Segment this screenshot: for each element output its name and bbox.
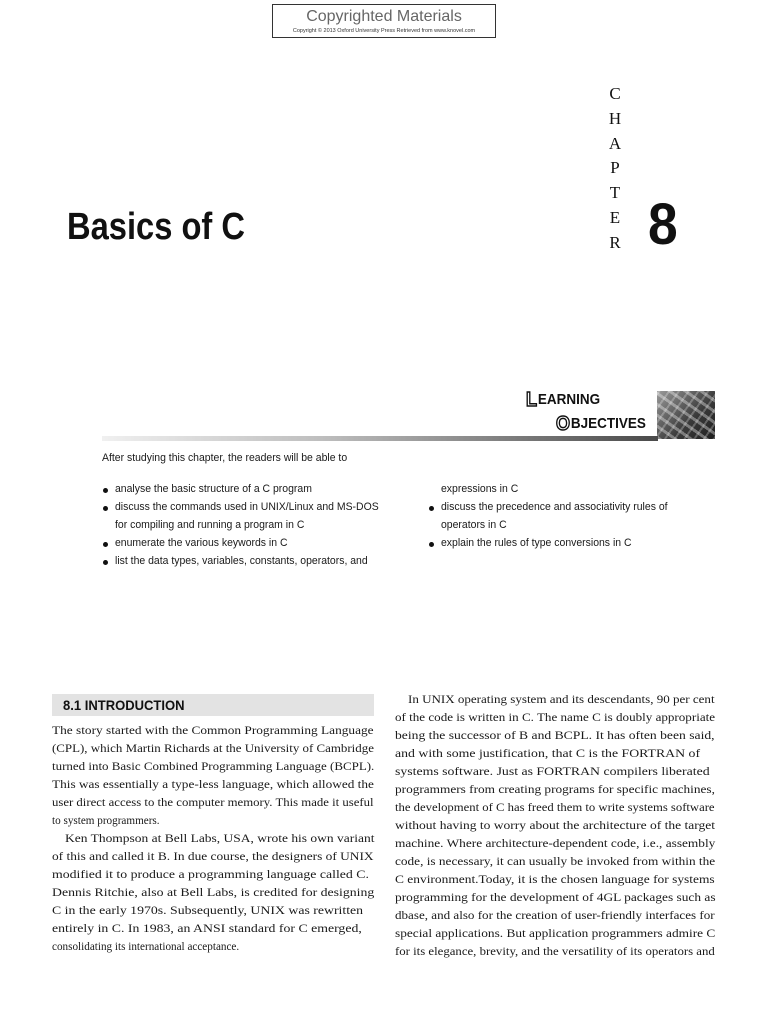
body-text-line: entirely in C. In 1983, an ANSI standard for C emerged, xyxy=(52,921,362,935)
objective-item: analyse the basic structure of a C program xyxy=(115,483,312,495)
chapter-letter: H xyxy=(608,108,622,128)
body-text-line: code, is necessary, it can usually be invoked from within the xyxy=(395,854,716,868)
objectives-heading xyxy=(556,414,646,434)
body-text-line: dbase, and also for the creation of user-friendly interfaces for xyxy=(395,908,715,922)
chapter-letter: E xyxy=(609,207,621,227)
body-text-line: of the code is written in C. The name C is doubly appropriate xyxy=(395,710,716,724)
learning-heading xyxy=(526,390,600,410)
body-text-line: of this and called it B. In due course, the designers of UNIX xyxy=(52,849,374,863)
body-text-line: C in the early 1970s. Subsequently, UNIX was rewritten xyxy=(52,903,364,917)
body-text-line: Ken Thompson at Bell Labs, USA, wrote his own variant xyxy=(65,831,375,845)
body-text-line: systems software. Just as FORTRAN compilers liberated xyxy=(395,764,710,778)
body-text-line: modified it to produce a programming language called C. xyxy=(52,867,369,881)
body-text-line: special applications. But application programmers admire C xyxy=(395,926,716,940)
body-text-line: being the successor of B and BCPL. It has often been said, xyxy=(395,728,715,742)
objective-item: expressions in C xyxy=(441,483,519,495)
body-text-line: (CPL), which Martin Richards at the University of Cambridge xyxy=(52,741,374,755)
body-text-line: without having to worry about the architecture of the target xyxy=(395,818,716,832)
objective-item: list the data types, variables, constants, operators, and xyxy=(115,555,368,567)
objectives-intro: After studying this chapter, the readers will be able to xyxy=(102,452,348,464)
section-heading: 8.1 INTRODUCTION xyxy=(63,697,185,713)
body-text-line: The story started with the Common Programming Language xyxy=(52,723,374,737)
chapter-letter: R xyxy=(609,232,621,252)
chapter-letter: C xyxy=(609,84,621,103)
chapter-label-vertical xyxy=(602,82,628,256)
body-text-line: user direct access to the computer memory. This made it useful xyxy=(52,795,374,809)
body-text-line: machine. Where architecture-dependent code, i.e., assembly xyxy=(395,836,716,850)
objective-item: for compiling and running a program in C xyxy=(115,519,305,531)
bullet-dot xyxy=(103,488,108,493)
objectives-initial: O xyxy=(556,413,571,435)
chapter-letter: A xyxy=(608,133,622,153)
bullet-dot xyxy=(103,506,108,511)
chapter-letter: P xyxy=(610,158,620,178)
learning-initial: L xyxy=(526,389,537,411)
objective-item: discuss the precedence and associativity rules of xyxy=(441,501,668,513)
body-text-line: programming for the development of 4GL packages such as xyxy=(395,890,716,904)
objectives-rest: BJECTIVES xyxy=(570,415,646,432)
body-text-line: In UNIX operating system and its descendants, 90 per cent xyxy=(408,692,715,706)
keyboard-image xyxy=(657,391,715,439)
objective-item: operators in C xyxy=(441,519,507,531)
body-text-line: Dennis Ritchie, also at Bell Labs, is credited for designing xyxy=(52,885,375,899)
objective-item: enumerate the various keywords in C xyxy=(115,537,288,549)
bullet-dot xyxy=(429,506,434,511)
objective-item: discuss the commands used in UNIX/Linux and MS-DOS xyxy=(115,501,379,513)
body-text-line: to system programmers. xyxy=(52,813,160,827)
gradient-divider xyxy=(102,436,658,441)
page-title: Basics of C xyxy=(67,206,245,248)
body-text-line: C environment.Today, it is the chosen language for systems xyxy=(395,872,715,886)
body-text-line: consolidating its international acceptance. xyxy=(52,939,240,953)
chapter-number: 8 xyxy=(648,192,678,257)
watermark-subtitle: Copyright © 2013 Oxford University Press Retrieved from www.knovel.com xyxy=(292,28,476,34)
bullet-dot xyxy=(429,542,434,547)
body-text-line: for its elegance, brevity, and the versatility of its operators and xyxy=(395,944,715,958)
body-text-line: This was essentially a type-less language, which allowed the xyxy=(52,777,374,791)
body-text-line: the development of C has freed them to write systems software xyxy=(395,800,715,814)
body-text-line: turned into Basic Combined Programming Language (BCPL). xyxy=(52,759,375,773)
watermark-title: Copyrighted Materials xyxy=(306,8,462,25)
objective-item: explain the rules of type conversions in C xyxy=(441,537,632,549)
learning-rest: EARNING xyxy=(537,391,601,408)
copyright-watermark xyxy=(272,4,496,38)
body-text-line: and with some justification, that C is the FORTRAN of xyxy=(395,746,701,760)
bullet-dot xyxy=(103,560,108,565)
body-text-line: programmers from creating programs for specific machines, xyxy=(395,782,715,796)
chapter-letter: T xyxy=(609,183,621,203)
bullet-dot xyxy=(103,542,108,547)
